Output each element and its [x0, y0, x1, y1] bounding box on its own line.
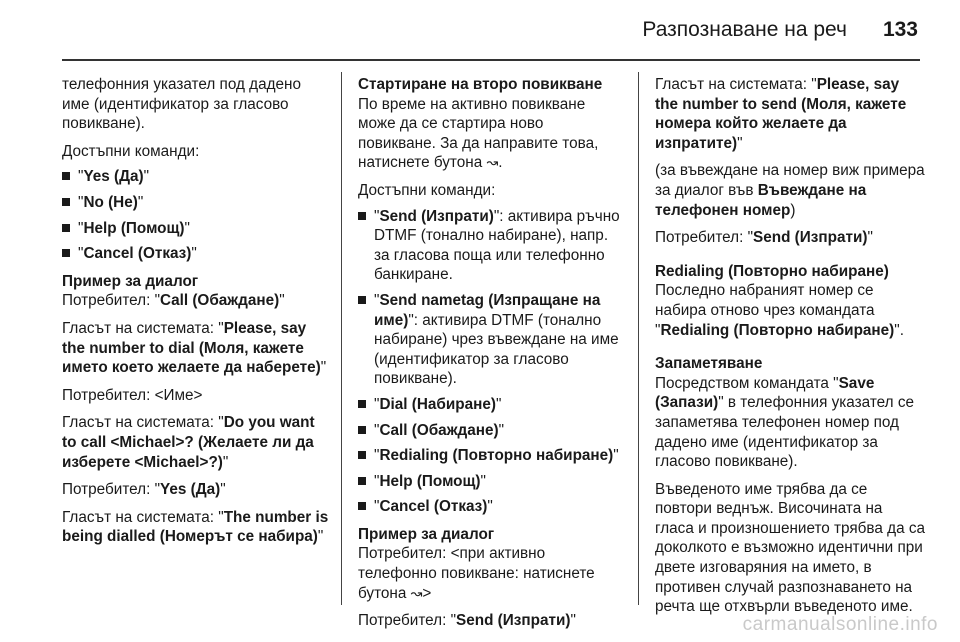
col1-example-heading: Пример за диалог	[62, 272, 199, 290]
bullet-icon	[62, 198, 70, 206]
redial-text: Последно набраният номер се набира отново чрез командата "Redialing (Повторно набиране)".	[655, 282, 904, 339]
list-item: "Send (Изпрати)": активира ръчно DTMF (тонално набиране), напр. за гласова поща или телефонно банкиране.	[358, 207, 622, 285]
list-item: "Cancel (Отказ)"	[358, 497, 622, 517]
header-rule	[62, 59, 920, 61]
dialog-line: Потребител: <Име>	[62, 386, 203, 404]
list-item: "Call (Обаждане)"	[358, 421, 622, 441]
list-item: "Send nametag (Изпращане на име)": активира DTMF (тонално набиране) чрез въвеждане на име (идентификатор за гласово повикване).	[358, 291, 622, 389]
column-3	[655, 75, 925, 625]
bullet-icon	[358, 477, 366, 485]
col2-command-list	[358, 207, 622, 517]
dialog-line: Гласът на системата: "Do you want to call <Michael>? (Желаете ли да изберете <Michael>?)"	[62, 414, 315, 471]
save-heading: Запаметяване	[655, 355, 763, 373]
phone-button-icon: ↝	[410, 584, 423, 601]
column-2	[358, 75, 622, 639]
col2-heading: Стартиране на второ повикване	[358, 76, 603, 93]
save-text: Посредством командата "Save (Запази)" в телефонния указател се запаметява телефонен номер под дадено име (идентификатор за гласово повикване).	[655, 374, 914, 471]
dialog-line: Гласът на системата: "Please, say the number to dial (Моля, кажете името което желаете да наберете)"	[62, 319, 327, 377]
page-number: 133	[882, 18, 918, 41]
watermark: carmanualsonline.info	[742, 614, 938, 635]
dialog-line: Потребител: "Yes (Да)"	[62, 481, 226, 499]
dialog-line: Потребител: <при активно телефонно повикване: натиснете бутона ↝>	[358, 545, 595, 602]
bullet-icon	[62, 224, 70, 232]
col1-intro: телефонния указател под дадено име (идентификатор за гласово повикване).	[62, 76, 301, 133]
bullet-icon	[62, 249, 70, 257]
dialog-line: Потребител: "Call (Обаждане)"	[62, 292, 285, 310]
list-item: "No (Не)"	[62, 193, 332, 213]
bullet-icon	[358, 426, 366, 434]
redial-heading: Redialing (Повторно набиране)	[655, 262, 889, 280]
list-item: "Help (Помощ)"	[358, 472, 622, 492]
column-divider-2	[638, 72, 639, 605]
page-title: Разпознаване на реч	[642, 18, 847, 41]
col1-command-list	[62, 167, 332, 263]
dialog-line: Гласът на системата: "The number is being dialled (Номерът се набира)"	[62, 508, 329, 546]
page-header	[642, 18, 918, 50]
col2-commands-label: Достъпни команди:	[358, 181, 496, 199]
col1-commands-label: Достъпни команди:	[62, 142, 200, 160]
column-divider-1	[341, 72, 342, 605]
dialog-line: Потребител: "Send (Изпрати)"	[655, 229, 873, 247]
list-item: "Yes (Да)"	[62, 167, 332, 187]
list-item: "Redialing (Повторно набиране)"	[358, 446, 622, 466]
dialog-line: Гласът на системата: "Please, say the number to send (Моля, кажете номера който желаете да изпратите)"	[655, 76, 907, 152]
list-item: "Help (Помощ)"	[62, 219, 332, 239]
bullet-icon	[62, 172, 70, 180]
list-item: "Dial (Набиране)"	[358, 395, 622, 415]
bullet-icon	[358, 451, 366, 459]
column-1	[62, 75, 332, 555]
list-item: "Cancel (Отказ)"	[62, 244, 332, 264]
save-text-2: Въведеното име трябва да се повтори веднъж. Височината на гласа и произношението трябва да са доколкото е възможно идентични при двете изговаряния на името, в противен случай разпознаването на речта ще отхвърли въведеното име.	[655, 480, 925, 616]
dialog-note: (за въвеждане на номер виж примера за диалог във Въвеждане на телефонен номер)	[655, 162, 925, 219]
bullet-icon	[358, 400, 366, 408]
bullet-icon	[358, 296, 366, 304]
dialog-line: Потребител: "Send (Изпрати)"	[358, 612, 576, 630]
col2-intro: По време на активно повикване може да се стартира ново повикване. За да направите това, натиснете бутона ↝.	[358, 95, 599, 172]
bullet-icon	[358, 502, 366, 510]
col2-example-heading: Пример за диалог	[358, 525, 495, 543]
bullet-icon	[358, 212, 366, 220]
phone-button-icon: ↝	[486, 154, 499, 171]
